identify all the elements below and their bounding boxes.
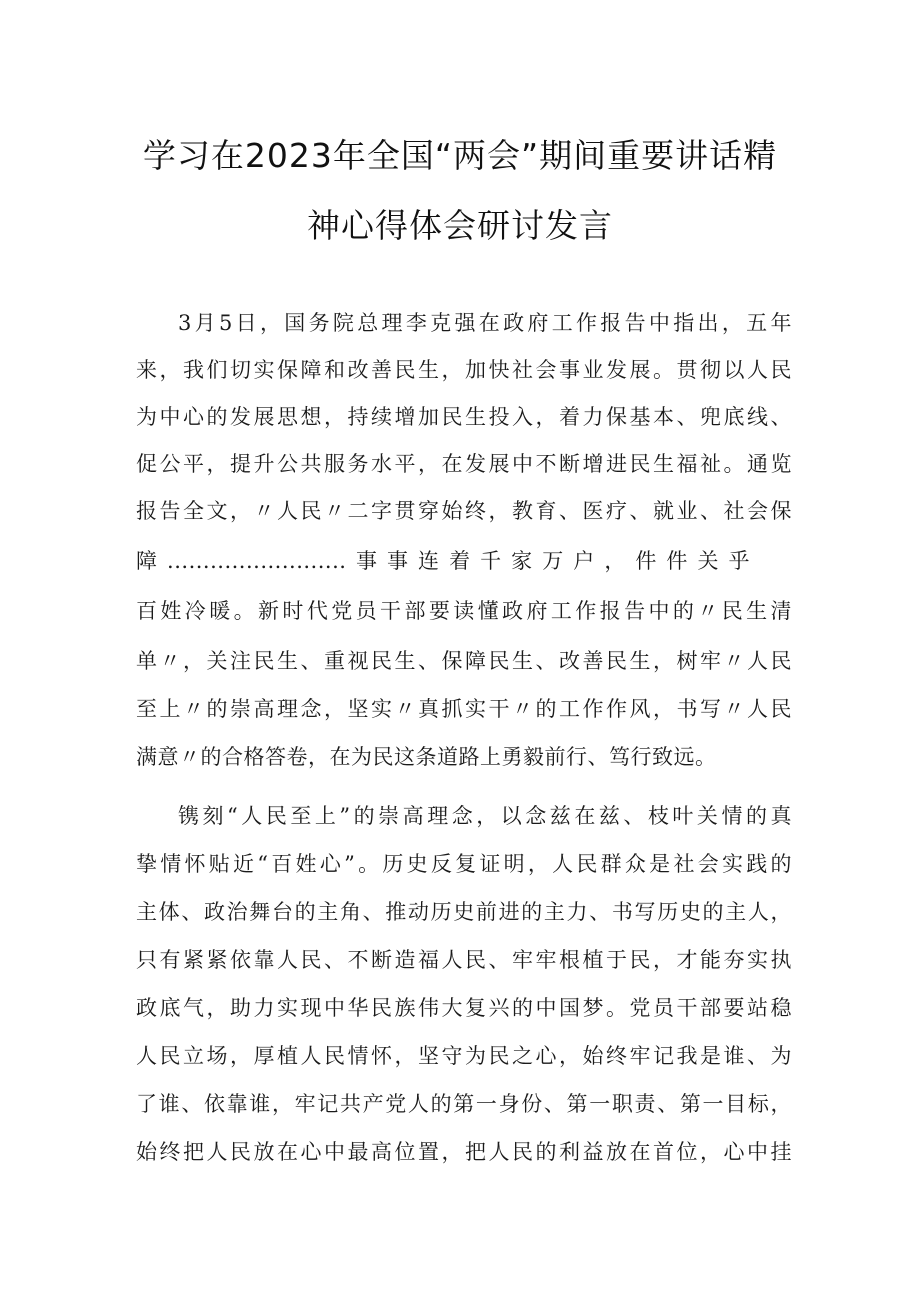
paragraph-2-line: 政底气，助力实现中华民族伟大复兴的中国梦。党员干部要站稳 bbox=[136, 996, 792, 1020]
paragraph-1-line: 3月5日，国务院总理李克强在政府工作报告中指出，五年 bbox=[178, 311, 792, 335]
paragraph-2-line: 始终把人民放在心中最高位置，把人民的利益放在首位，心中挂 bbox=[136, 1140, 792, 1164]
paragraph-2-line: 只有紧紧依靠人民、不断造福人民、牢牢根植于民，才能夯实执 bbox=[136, 948, 792, 972]
paragraph-2-line: 挚情怀贴近“百姓心”。历史反复证明，人民群众是社会实践的 bbox=[136, 852, 792, 876]
paragraph-1-line: 来，我们切实保障和改善民生，加快社会事业发展。贯彻以人民 bbox=[136, 358, 792, 382]
paragraph-1-line: 障.........................事事连着千家万户，件件关乎 bbox=[136, 549, 750, 573]
document-title-line-2: 神心得体会研讨发言 bbox=[307, 206, 613, 245]
paragraph-1-line: 至上〃的崇高理念，坚实〃真抓实干〃的工作作风，书写〃人民 bbox=[136, 697, 792, 721]
paragraph-2-line: 镌刻“人民至上”的崇高理念，以念兹在兹、枝叶关情的真 bbox=[178, 804, 792, 828]
paragraph-2-line: 人民立场，厚植人民情怀，坚守为民之心，始终牢记我是谁、为 bbox=[136, 1044, 792, 1068]
paragraph-1-line: 报告全文，〃人民〃二字贯穿始终，教育、医疗、就业、社会保 bbox=[136, 499, 792, 523]
paragraph-2-line: 了谁、依靠谁，牢记共产党人的第一身份、第一职责、第一目标， bbox=[136, 1092, 792, 1116]
document-title-line-1: 学习在2023年全国“两会”期间重要讲话精 bbox=[142, 136, 778, 175]
paragraph-1-line: 为中心的发展思想，持续增加民生投入，着力保基本、兜底线、 bbox=[136, 405, 792, 429]
paragraph-1-line: 满意〃的合格答卷，在为民这条道路上勇毅前行、笃行致远。 bbox=[136, 745, 717, 769]
paragraph-1-line: 百姓冷暖。新时代党员干部要读懂政府工作报告中的〃民生清 bbox=[136, 599, 792, 623]
paragraph-2-line: 主体、政治舞台的主角、推动历史前进的主力、书写历史的主人， bbox=[136, 900, 792, 924]
paragraph-1-line: 单〃，关注民生、重视民生、保障民生、改善民生，树牢〃人民 bbox=[136, 649, 792, 673]
paragraph-1-line: 促公平，提升公共服务水平，在发展中不断增进民生福祉。通览 bbox=[136, 452, 792, 476]
